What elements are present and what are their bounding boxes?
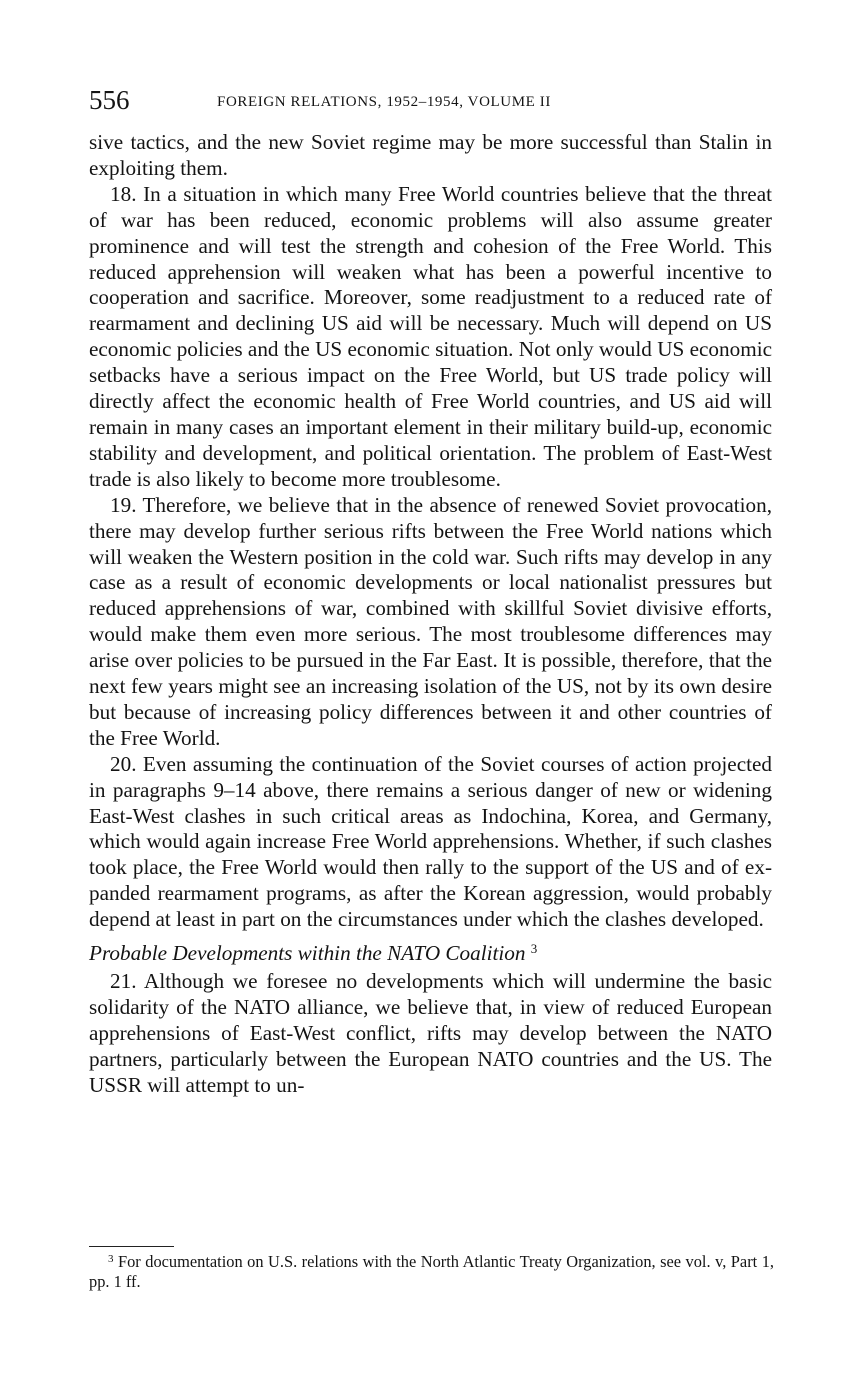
page-header — [89, 84, 779, 120]
section-heading — [89, 940, 772, 966]
footnote-mark: 3 — [108, 1253, 114, 1265]
footnote-text: For documentation on U.S. relations with the North Atlantic Treaty Organization, see vol. v, Part 1, pp. 1 ff. — [89, 1252, 774, 1291]
body-text — [89, 130, 772, 1099]
paragraph-21: 21. Although we foresee no developments which will undermine the basic solidarity of the NATO alliance, we believe that, in view of reduced European apprehensions of East-West conflict, rifts may develop between the NATO partners, particularly between the European NATO countries and the US. The USSR will attempt to un- — [89, 969, 772, 1097]
paragraph-20: 20. Even assuming the continuation of the Soviet courses of action projected in paragraphs 9–14 above, there remains a serious danger of new or widening East-West clashes in such critical areas as Indochina, Korea, and Germany, which would again increase Free World apprehensions. Whether, if such clashes took place, the Free World would then rally to the support of the US and of expanded rearmament programs, as after the Korean aggression, would probably depend at least in part on the circumstances under which the clashes developed. — [89, 751, 772, 932]
paragraph-continuation: sive tactics, and the new Soviet regime may be more successful than Stalin in exploiting them. — [89, 130, 772, 180]
running-head: FOREIGN RELATIONS, 1952–1954, VOLUME II — [217, 94, 551, 110]
page-number: 556 — [89, 85, 130, 115]
footnote — [89, 1252, 774, 1292]
footnote-divider — [89, 1246, 174, 1247]
section-heading-text: Probable Developments within the NATO Coalition — [89, 941, 526, 966]
footnote-reference: 3 — [530, 941, 538, 957]
paragraph-19: 19. Therefore, we believe that in the absence of renewed Soviet provocation, there may develop further serious rifts between the Free World nations which will weaken the Western position in the cold war. Such rifts may develop in any case as a result of economic developments or local nationalist pressures but reduced apprehensions of war, combined with skillful Soviet divisive efforts, would make them even more serious. The most troublesome differences may arise over policies to be pursued in the Far East. It is possible, therefore, that the next few years might see an increasing isolation of the US, not by its own desire but because of increasing policy differences between it and other countries of the Free World. — [89, 492, 772, 750]
paragraph-18: 18. In a situation in which many Free World countries believe that the threat of war has been reduced, economic problems will also assume greater prominence and will test the strength and cohesion of the Free World. This reduced apprehension will weaken what has been a powerful incentive to cooperation and sacrifice. Moreover, some readjustment to a reduced rate of rearmament and declining US aid will be necessary. Much will depend on US economic policies and the US economic situation. Not only would US economic setbacks have a serious impact on the Free World, but US trade policy will directly affect the economic health of Free World countries, and US aid will remain in many cases an important element in their military build-up, economic stability and development, and political orientation. The problem of East-West trade is also likely to become more troublesome. — [89, 181, 772, 491]
